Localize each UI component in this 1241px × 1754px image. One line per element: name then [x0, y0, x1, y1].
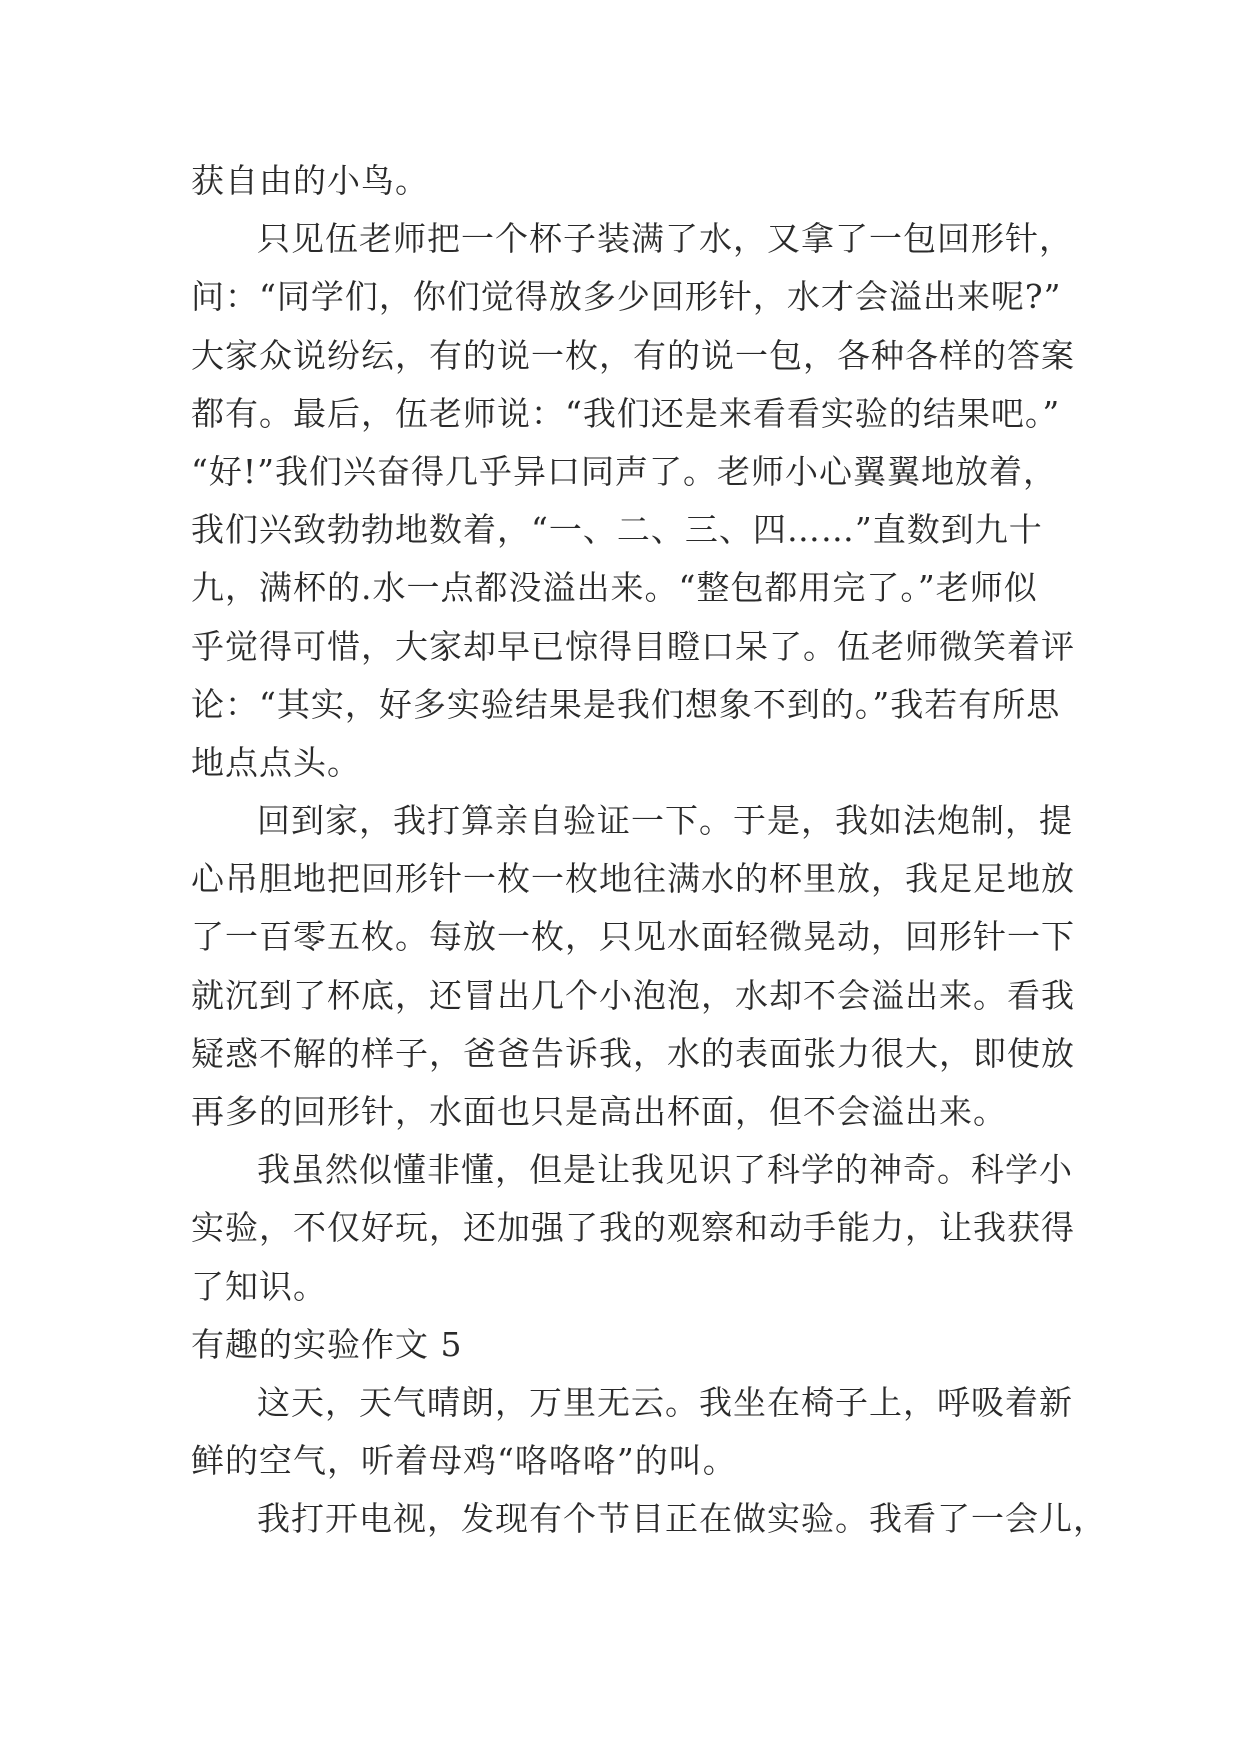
text-line: 实验，不仅好玩，还加强了我的观察和动手能力，让我获得	[191, 1208, 1075, 1248]
text-line: 获自由的小鸟。	[191, 161, 429, 200]
text-line: 都有。最后，伍老师说：“我们还是来看看实验的结果吧。”	[191, 393, 1061, 433]
text-line: 大家众说纷纭，有的说一枚，有的说一包，各种各样的答案	[191, 335, 1075, 375]
text-line: 了知识。	[191, 1266, 327, 1306]
text-line: 就沉到了杯底，还冒出几个小泡泡，水却不会溢出来。看我	[191, 975, 1075, 1015]
paragraph-start-line: 只见伍老师把一个杯子装满了水，又拿了一包回形针，	[257, 219, 1073, 259]
text-line: 论：“其实，好多实验结果是我们想象不到的。”我若有所思	[191, 684, 1061, 724]
document-body	[191, 152, 1107, 1549]
paragraph-start-line: 我打开电视，发现有个节目正在做实验。我看了一会儿，	[257, 1499, 1107, 1539]
text-line: 鲜的空气，听着母鸡“咯咯咯”的叫。	[191, 1441, 737, 1481]
paragraph-start-line: 这天，天气晴朗，万里无云。我坐在椅子上，呼吸着新	[257, 1382, 1073, 1422]
text-line: 心吊胆地把回形针一枚一枚地往满水的杯里放，我足足地放	[191, 859, 1075, 899]
text-line: 我们兴致勃勃地数着，“一、二、三、四……”直数到九十	[191, 510, 1043, 550]
paragraph-start-line: 我虽然似懂非懂，但是让我见识了科学的神奇。科学小	[257, 1150, 1073, 1190]
text-line: “好!”我们兴奋得几乎异口同声了。老师小心翼翼地放着，	[191, 451, 1058, 491]
paragraph-start-line: 回到家，我打算亲自验证一下。于是，我如法炮制，提	[257, 801, 1073, 841]
text-line: 地点点头。	[191, 742, 361, 782]
section-heading: 有趣的实验作文 5	[191, 1324, 463, 1364]
text-line: 了一百零五枚。每放一枚，只见水面轻微晃动，回形针一下	[191, 917, 1075, 957]
text-line: 疑惑不解的样子，爸爸告诉我，水的表面张力很大，即使放	[191, 1033, 1075, 1073]
text-line: 再多的回形针，水面也只是高出杯面，但不会溢出来。	[191, 1092, 1007, 1131]
text-line: 乎觉得可惜，大家却早已惊得目瞪口呆了。伍老师微笑着评	[191, 626, 1075, 666]
text-line: 九，满杯的.水一点都没溢出来。“整包都用完了。”老师似	[191, 568, 1038, 608]
text-line: 问：“同学们，你们觉得放多少回形针，水才会溢出来呢?”	[191, 277, 1062, 317]
